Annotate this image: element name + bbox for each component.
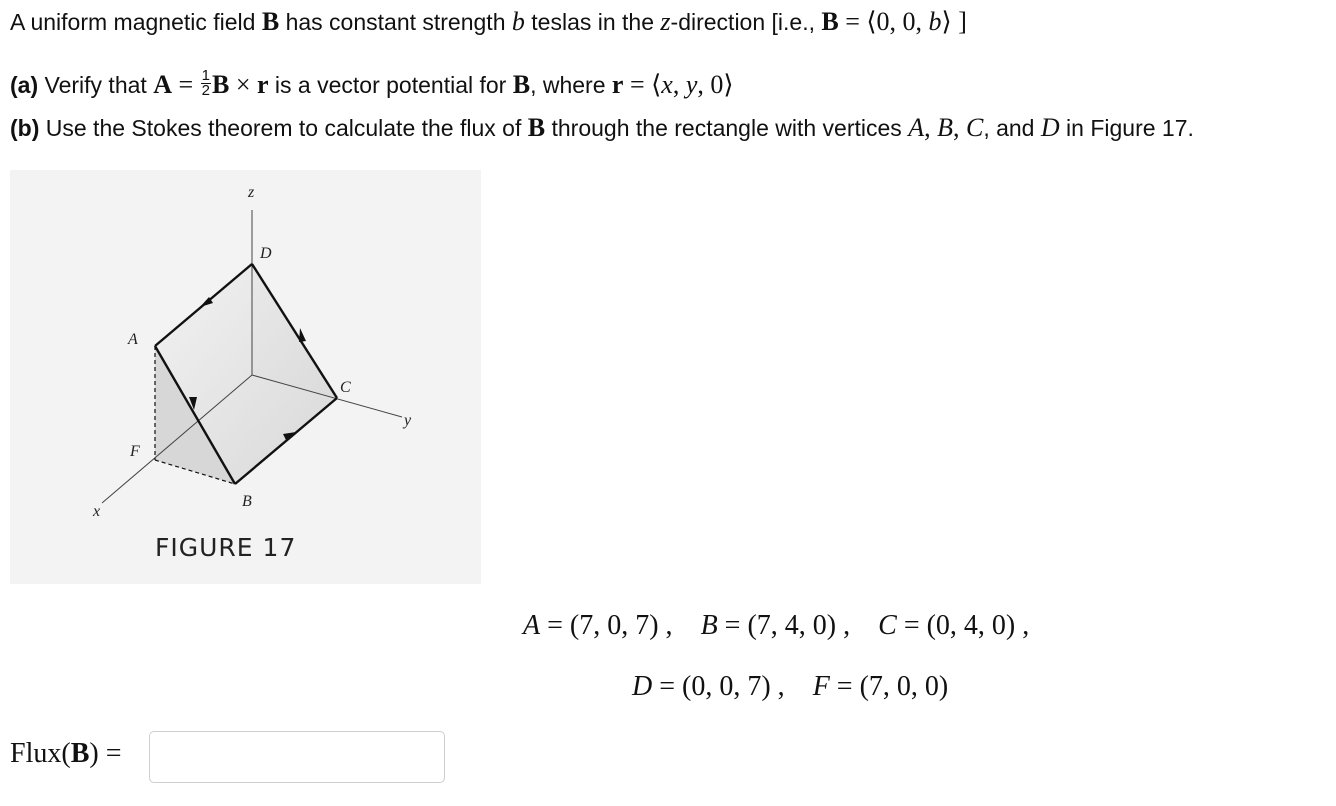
coord-B [701, 610, 851, 641]
part-a-text: Verify that [38, 72, 154, 98]
fraction-denominator: 2 [201, 82, 210, 100]
vertex-C-symbol: C [965, 113, 984, 142]
z-symbol: z [660, 7, 671, 36]
field-B-symbol: B [821, 7, 839, 36]
part-b-label: (b) [10, 115, 40, 141]
coord-name: D [632, 671, 653, 702]
part-b-text: in Figure 17. [1059, 115, 1194, 141]
r-symbol: r [257, 70, 269, 99]
coord-value: = (0, 4, 0) , [896, 610, 1030, 641]
problem-statement [10, 7, 967, 37]
coord-D [632, 671, 785, 702]
fraction-numerator: 1 [201, 67, 210, 85]
comma: , [924, 113, 938, 142]
comma: , [672, 70, 686, 99]
part-a-text: , where [530, 72, 612, 98]
field-B-symbol: B [211, 70, 230, 99]
coord-name: A [523, 610, 541, 641]
coord-value: = (7, 4, 0) , [717, 610, 851, 641]
figure-17 [10, 170, 481, 584]
flux-label [10, 738, 122, 770]
z-axis-label: z [248, 184, 255, 201]
figure-17-diagram [10, 170, 481, 584]
part-a-text: is a vector potential for [268, 72, 513, 98]
part-a [10, 67, 734, 101]
x-axis-label: x [93, 503, 101, 520]
intro-text: A uniform magnetic field [10, 9, 262, 35]
vertex-D-symbol: D [1040, 113, 1060, 142]
cross-product: × [229, 70, 257, 99]
vertex-F-label: F [130, 443, 140, 460]
part-b-text: Use the Stokes theorem to calculate the flux of [39, 115, 528, 141]
field-B-symbol: B [70, 738, 90, 769]
coord-value: = (7, 0, 0) [829, 671, 949, 702]
flux-answer-input[interactable] [149, 731, 445, 783]
coord-name: C [878, 610, 897, 641]
vertex-C-label: C [340, 379, 351, 396]
coordinates-row-2 [632, 671, 948, 703]
part-a-label: (a) [10, 72, 39, 98]
coord-F [813, 671, 949, 702]
flux-label-text: Flux( [10, 738, 71, 769]
comma: , [952, 113, 966, 142]
potential-A-symbol: A [153, 70, 172, 99]
field-B-symbol: B [261, 7, 280, 36]
coord-name: F [812, 671, 830, 702]
figure-caption: FIGURE 17 [155, 533, 297, 562]
coordinates-row-1 [523, 610, 1057, 642]
x-symbol: x [661, 70, 673, 99]
strength-b-symbol: b [511, 7, 525, 36]
intro-text: -direction [i.e., [670, 9, 822, 35]
vertex-B-symbol: B [937, 113, 953, 142]
coord-value: = (0, 0, 7) , [652, 671, 785, 702]
intro-text: teslas in the [524, 9, 661, 35]
r-vector-end: , 0⟩ [697, 70, 734, 99]
y-axis-label: y [404, 412, 412, 429]
part-b-text: , and [983, 115, 1041, 141]
part-b-text: through the rectangle with vertices [545, 115, 909, 141]
coord-value: = (7, 0, 7) , [540, 610, 673, 641]
coord-C [878, 610, 1029, 641]
intro-text: has constant strength [279, 9, 512, 35]
strength-b-symbol: b [928, 7, 942, 36]
field-B-symbol: B [512, 70, 531, 99]
vertex-A-symbol: A [908, 113, 925, 142]
one-half-fraction [201, 69, 211, 98]
coord-name: B [700, 610, 718, 641]
field-vector-end: ⟩ ] [941, 7, 967, 36]
y-symbol: y [685, 70, 698, 99]
coord-A [523, 610, 673, 641]
field-vector: = ⟨0, 0, [838, 7, 929, 36]
vertex-D-label: D [260, 245, 272, 262]
r-vector: = ⟨ [623, 70, 662, 99]
r-symbol: r [611, 70, 624, 99]
flux-label-text: ) = [89, 738, 122, 769]
vertex-B-label: B [242, 493, 252, 510]
arrow-CD [299, 328, 306, 342]
equals: = [171, 70, 200, 99]
part-b [10, 113, 1194, 143]
vertex-A-label: A [128, 331, 138, 348]
field-B-symbol: B [527, 113, 546, 142]
